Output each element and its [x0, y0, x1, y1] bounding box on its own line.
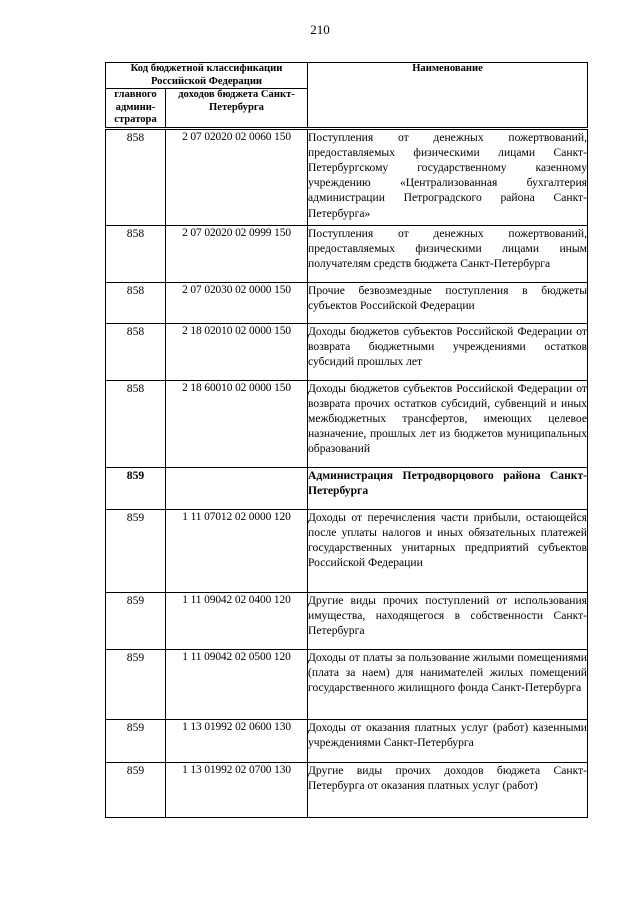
- table-body: [106, 128, 588, 817]
- admin-code: 859: [106, 592, 166, 649]
- income-code: 1 13 01992 02 0700 130: [166, 762, 308, 817]
- header-classification-code: Код бюджетной классификации Российской Федерации: [106, 63, 308, 89]
- table-row: [106, 380, 588, 467]
- admin-code: 858: [106, 128, 166, 225]
- income-code: 2 07 02020 02 0060 150: [166, 128, 308, 225]
- table-row-section: [106, 467, 588, 509]
- income-name: Поступления от денежных пожертвований, предоставляемых физическими лицами иным получателям средств бюджета Санкт-Петербурга: [308, 225, 588, 282]
- table-row: [106, 762, 588, 817]
- income-code: 2 07 02030 02 0000 150: [166, 282, 308, 323]
- table-row: [106, 509, 588, 592]
- admin-code: 859: [106, 509, 166, 592]
- admin-code: 859: [106, 649, 166, 719]
- income-name: Доходы от оказания платных услуг (работ) казенными учреждениями Санкт-Петербурга: [308, 719, 588, 762]
- admin-code: 858: [106, 282, 166, 323]
- income-name: Прочие безвозмездные поступления в бюджеты субъектов Российской Федерации: [308, 282, 588, 323]
- table-row: [106, 649, 588, 719]
- income-code: 2 18 02010 02 0000 150: [166, 323, 308, 380]
- income-code: 1 13 01992 02 0600 130: [166, 719, 308, 762]
- income-name: Другие виды прочих доходов бюджета Санкт-Петербурга от оказания платных услуг (работ): [308, 762, 588, 817]
- income-name: Доходы бюджетов субъектов Российской Федерации от возврата бюджетными учреждениями остатков субсидий прошлых лет: [308, 323, 588, 380]
- table-row: [106, 282, 588, 323]
- table-row: [106, 592, 588, 649]
- header-budget-income: доходов бюджета Санкт-Петербурга: [166, 89, 308, 129]
- budget-classification-table: [105, 62, 588, 818]
- header-name: Наименование: [308, 63, 588, 129]
- header-chief-administrator: главного админи- стратора: [106, 89, 166, 129]
- admin-code: 859: [106, 467, 166, 509]
- admin-code: 858: [106, 380, 166, 467]
- income-name: Доходы бюджетов субъектов Российской Федерации от возврата прочих остатков субсидий, субвенций и иных межбюджетных трансфертов, имеющих целевое назначение, прошлых лет из бюджетов муниципальных образований: [308, 380, 588, 467]
- administration-name: Администрация Петродворцового района Санкт-Петербурга: [308, 467, 588, 509]
- page-number: 210: [310, 22, 330, 37]
- income-name: Другие виды прочих поступлений от использования имущества, находящегося в собственности Санкт-Петербурга: [308, 592, 588, 649]
- income-code: 1 11 07012 02 0000 120: [166, 509, 308, 592]
- income-code: 2 07 02020 02 0999 150: [166, 225, 308, 282]
- table-row: [106, 323, 588, 380]
- admin-code: 859: [106, 762, 166, 817]
- admin-code: 858: [106, 225, 166, 282]
- income-code: [166, 467, 308, 509]
- table-row: [106, 719, 588, 762]
- admin-code: 858: [106, 323, 166, 380]
- income-name: Доходы от перечисления части прибыли, остающейся после уплаты налогов и иных обязательных платежей государственных унитарных предприятий субъектов Российской Федерации: [308, 509, 588, 592]
- income-code: 1 11 09042 02 0400 120: [166, 592, 308, 649]
- admin-code: 859: [106, 719, 166, 762]
- table-row: [106, 225, 588, 282]
- income-code: 2 18 60010 02 0000 150: [166, 380, 308, 467]
- income-name: Поступления от денежных пожертвований, предоставляемых физическими лицами Санкт-Петербургскому государственному казенному учреждению «Централизованная бухгалтерия администрации Петроградского района Санкт-Петербурга»: [308, 128, 588, 225]
- income-code: 1 11 09042 02 0500 120: [166, 649, 308, 719]
- income-name: Доходы от платы за пользование жилыми помещениями (плата за наем) для нанимателей жилых помещений государственного жилищного фонда Санкт-Петербурга: [308, 649, 588, 719]
- table-row: [106, 128, 588, 225]
